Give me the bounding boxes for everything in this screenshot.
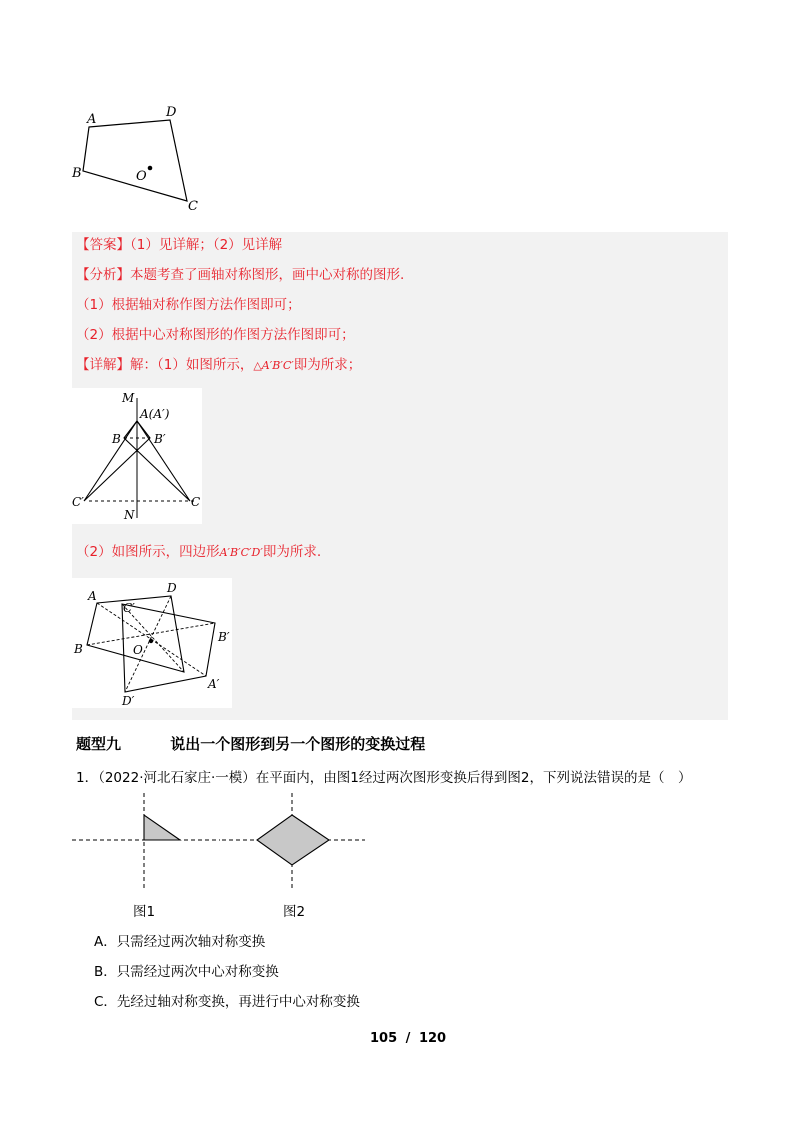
label-A: A (87, 112, 97, 127)
label-B: B (112, 432, 121, 446)
analysis-line: 【分析】本题考查了画轴对称图形，画中心对称的图形. (76, 267, 405, 283)
section-heading (76, 733, 425, 754)
detail-line (76, 356, 361, 375)
detail-math: △A′B′C′ (253, 359, 294, 372)
section-label: 题型九 (76, 735, 122, 753)
page-separator: / (405, 1031, 411, 1046)
label-C: C (188, 199, 198, 214)
label-B: B (74, 642, 83, 656)
part2-math: A′B′C′D′ (219, 546, 263, 559)
detail-prefix: 【详解】解：（1）如图所示， (76, 357, 254, 373)
label-C-prime: C′ (72, 495, 84, 509)
question-figure-1 (72, 793, 222, 893)
label-B: B (72, 166, 82, 181)
step2-line: （2）根据中心对称图形的作图方法作图即可； (76, 327, 355, 343)
figure-2-caption: 图2 (283, 904, 306, 920)
label-C: C (191, 495, 201, 509)
page-number (370, 1031, 446, 1046)
section-title: 说出一个图形到另一个图形的变换过程 (170, 735, 426, 753)
central-symmetry-figure (72, 578, 232, 708)
step1-line: （1）根据轴对称作图方法作图即可； (76, 297, 301, 313)
axial-symmetry-figure (72, 388, 202, 524)
page-total: 120 (418, 1031, 447, 1046)
label-B-prime: B′ (154, 432, 166, 446)
label-A: A (88, 589, 97, 603)
part2-prefix: （2）如图所示，四边形 (76, 544, 220, 560)
detail-suffix: 即为所求； (293, 357, 362, 373)
label-D-prime: D′ (122, 694, 135, 708)
label-A-prime: A′ (208, 677, 220, 691)
quadrilateral-figure (66, 100, 216, 215)
label-B-prime: B′ (218, 630, 230, 644)
label-A-Aprime: A(A′) (140, 407, 170, 421)
label-O: O (136, 169, 147, 184)
part2-line (76, 543, 321, 562)
figure-1-caption: 图1 (133, 904, 156, 920)
option-a[interactable]: A．只需经过两次轴对称变换 (94, 934, 266, 950)
question-figure-2 (222, 793, 367, 893)
label-N: N (124, 508, 135, 522)
label-O: O (133, 643, 143, 657)
label-D: D (167, 581, 177, 595)
option-c[interactable]: C．先经过轴对称变换，再进行中心对称变换 (94, 994, 360, 1010)
option-b[interactable]: B．只需经过两次中心对称变换 (94, 964, 279, 980)
page-current: 105 (370, 1031, 398, 1046)
label-D: D (166, 105, 177, 120)
label-M: M (122, 391, 135, 405)
label-C-prime: C′ (123, 601, 135, 615)
question-text: 1．（2022·河北石家庄·一模）在平面内，由图1经过两次图形变换后得到图2，下列说法错误的是（ ） (76, 770, 692, 786)
answer-line: 【答案】（1）见详解；（2）见详解 (76, 237, 283, 253)
part2-suffix: 即为所求. (262, 544, 322, 560)
